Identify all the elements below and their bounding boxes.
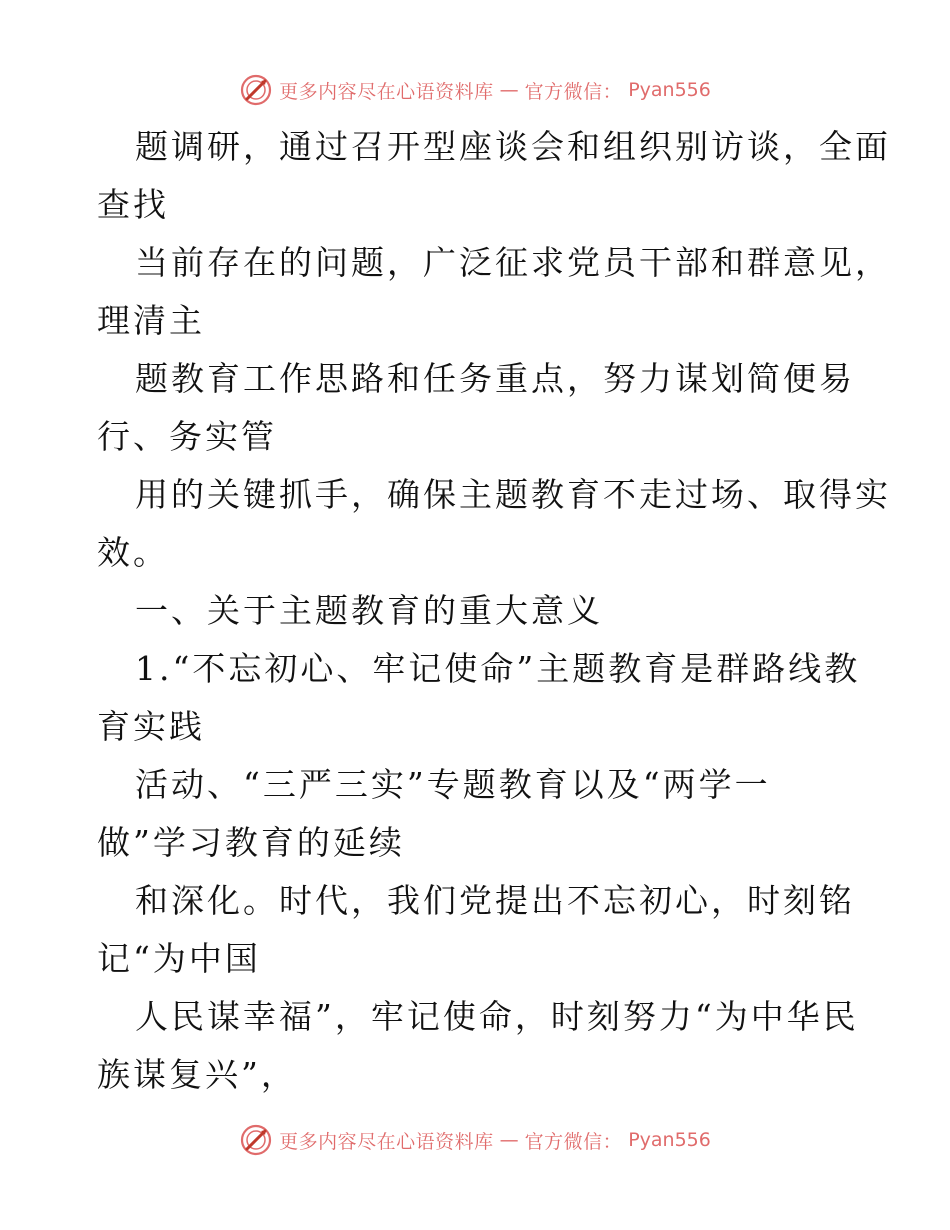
text-line: 查找: [97, 185, 169, 224]
text-line: 1.“不忘初心、牢记使命”主题教育是群路线教: [135, 649, 861, 688]
watermark-wechat-id: Pyan556: [628, 79, 711, 101]
text-line: 题教育工作思路和任务重点，努力谋划简便易: [135, 359, 855, 398]
text-line: 和深化。时代，我们党提出不忘初心，时刻铭: [135, 881, 855, 920]
section-heading: 一、关于主题教育的重大意义: [135, 591, 603, 630]
watermark-wechat-id: Pyan556: [628, 1129, 711, 1151]
text-line: 题调研，通过召开型座谈会和组织别访谈，全面: [135, 127, 891, 166]
watermark-separator: —: [499, 1129, 519, 1151]
text-line: 行、务实管: [97, 417, 277, 456]
text-line: 当前存在的问题，广泛征求党员干部和群意见，: [135, 243, 891, 282]
pen-logo-icon: [239, 73, 273, 107]
pen-logo-icon: [239, 1123, 273, 1157]
watermark-official-text: 官方微信：: [524, 80, 623, 103]
text-line: 人民谋幸福”，牢记使命，时刻努力“为中华民: [135, 997, 859, 1036]
watermark-separator: —: [499, 79, 519, 101]
watermark-official-text: 官方微信：: [524, 1130, 623, 1153]
watermark-site-text: 更多内容尽在心语资料库: [279, 80, 494, 103]
footer-watermark: [0, 1120, 950, 1160]
text-line: 做”学习教育的延续: [97, 823, 405, 862]
text-line: 活动、“三严三实”专题教育以及“两学一: [135, 765, 771, 804]
text-line: 理清主: [97, 301, 205, 340]
text-line: 用的关键抓手，确保主题教育不走过场、取得实: [135, 475, 891, 514]
header-watermark: [0, 70, 950, 110]
watermark-site-text: 更多内容尽在心语资料库: [279, 1130, 494, 1153]
text-line: 效。: [97, 533, 169, 572]
text-line: 育实践: [97, 707, 205, 746]
text-line: 记“为中国: [97, 939, 261, 978]
text-line: 族谋复兴”，: [97, 1055, 297, 1094]
